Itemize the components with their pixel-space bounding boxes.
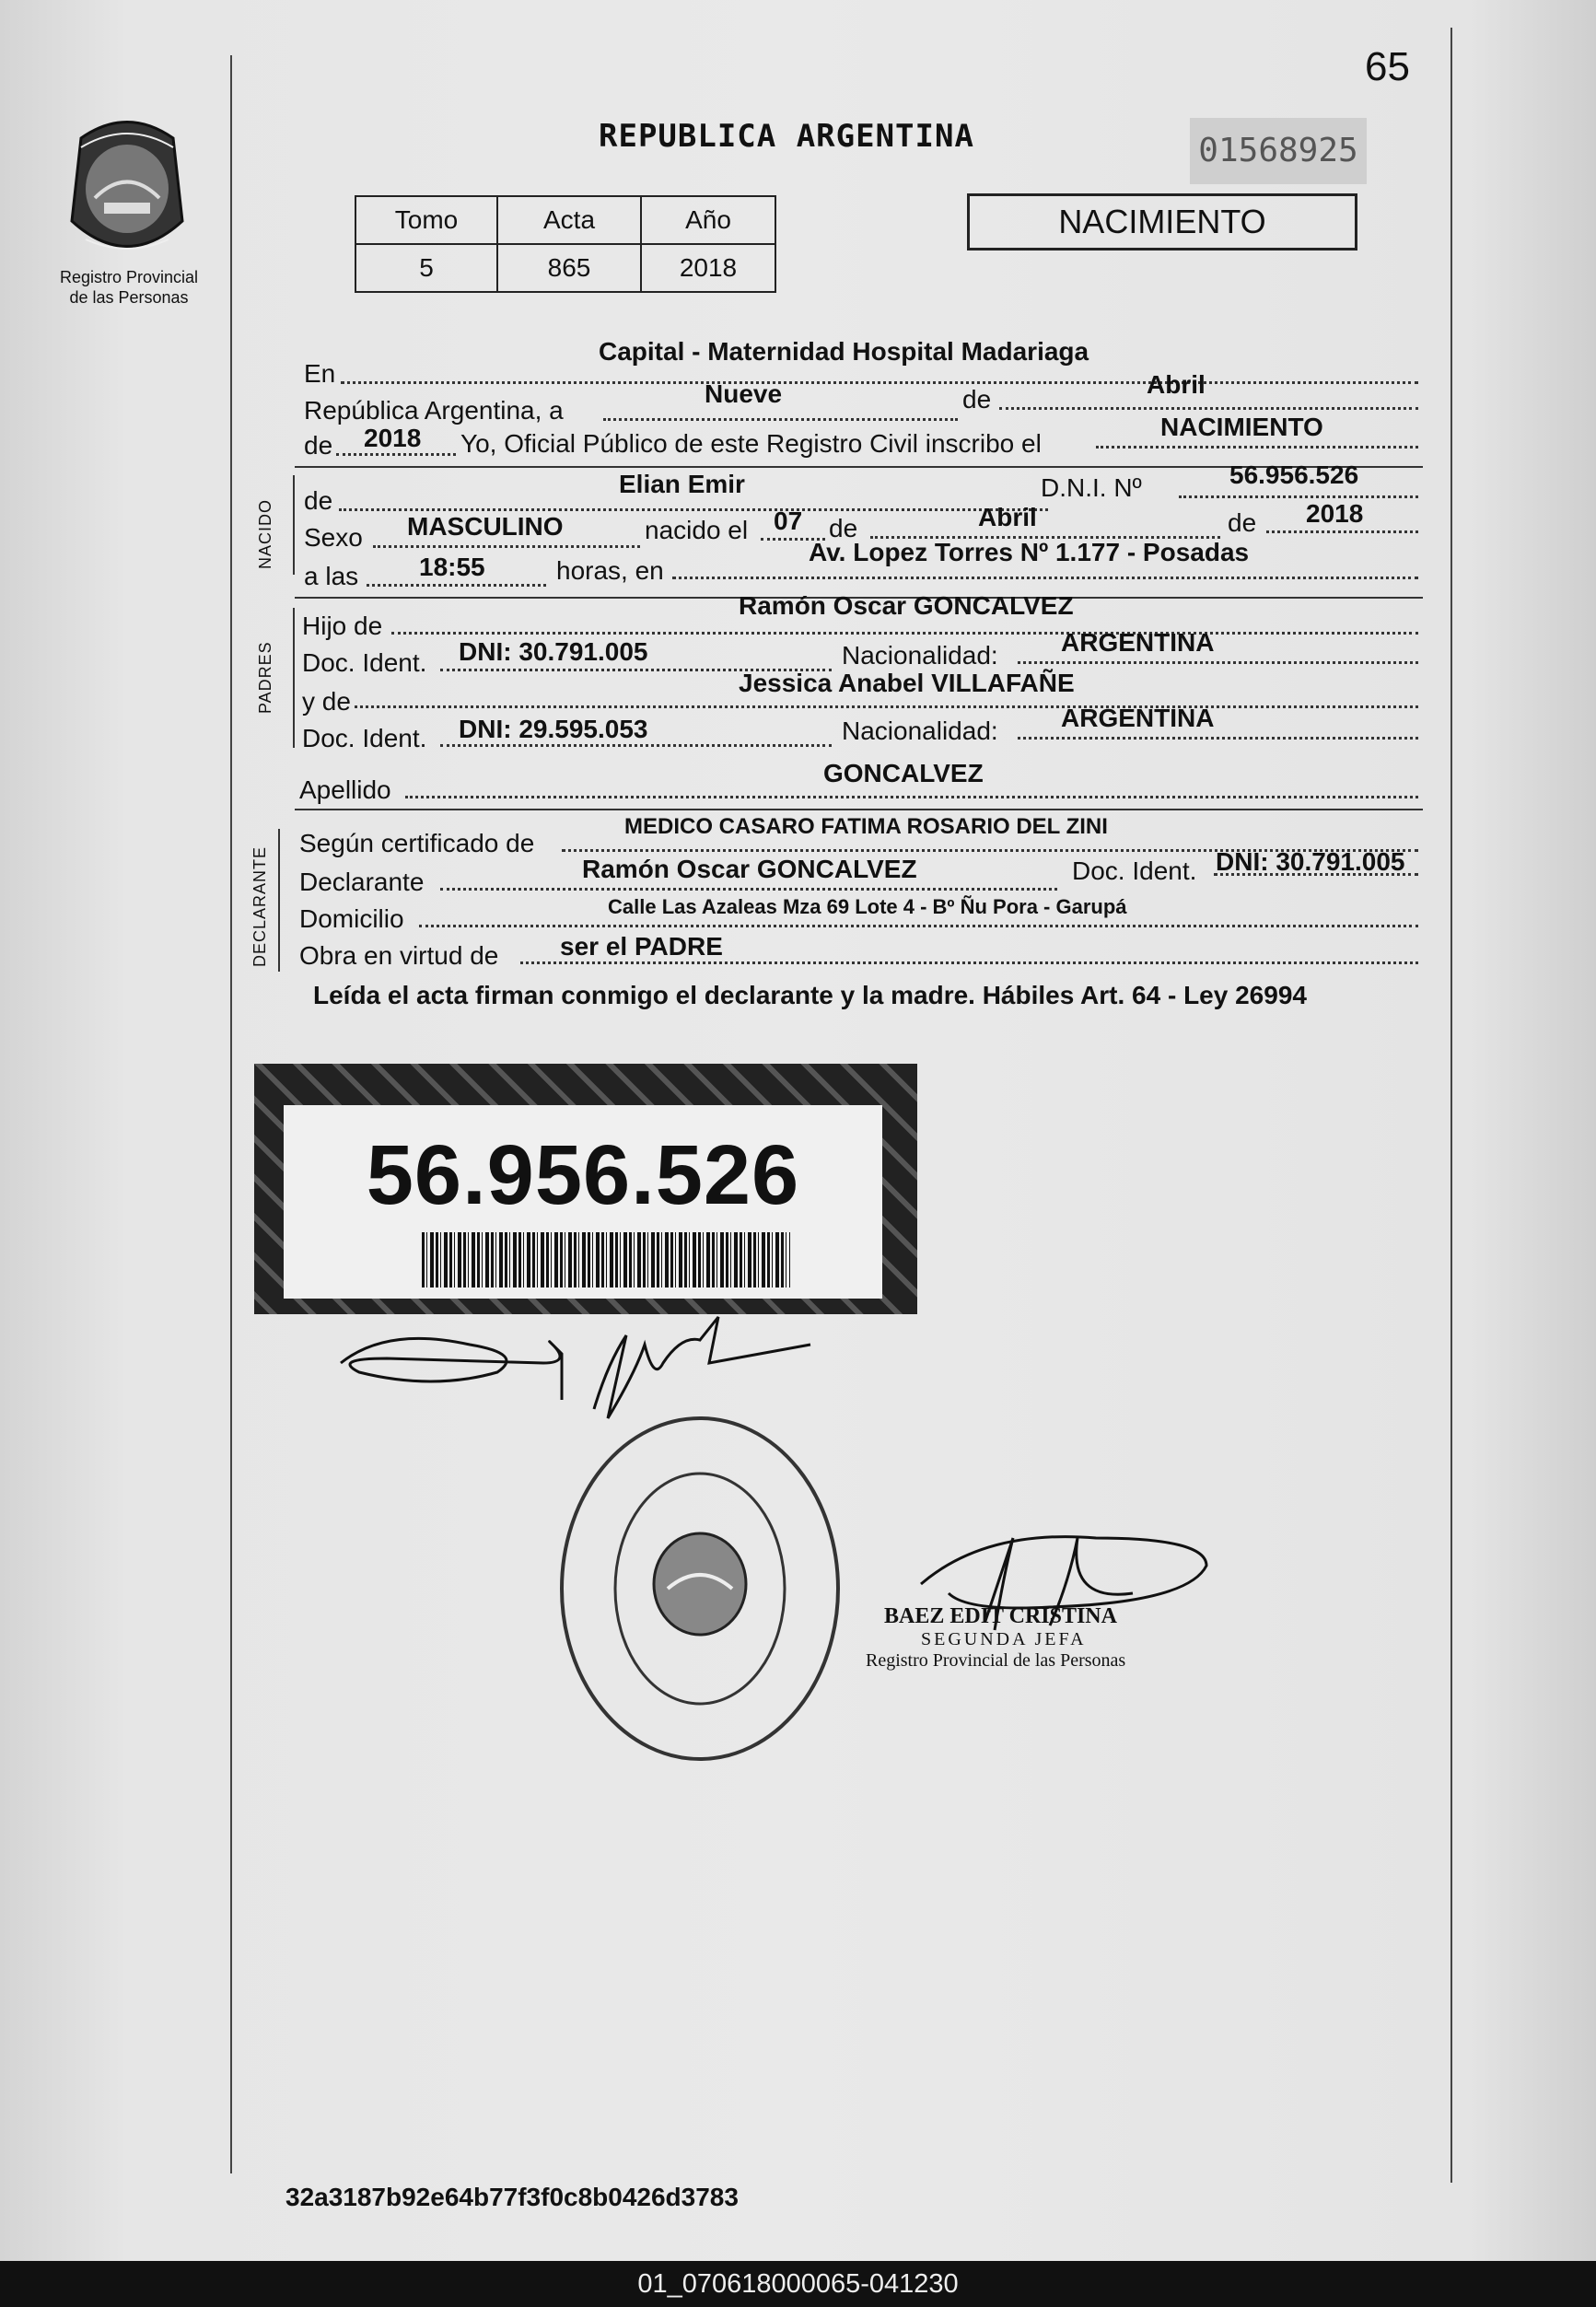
alas-label: a las [304, 562, 359, 590]
y-de-label: y de [302, 687, 351, 716]
record-type-box: NACIMIENTO [967, 193, 1357, 251]
dotted-line [1179, 495, 1418, 498]
nacionalidad-label: Nacionalidad: [842, 717, 998, 745]
official-role: SEGUNDA JEFA [921, 1629, 1087, 1649]
mother-doc: DNI: 29.595.053 [459, 715, 648, 743]
dotted-line [355, 705, 1418, 708]
sexo-value: MASCULINO [407, 512, 564, 541]
right-margin-line [1450, 28, 1452, 2183]
closing-note: Leída el acta firman conmigo el declarante y la madre. Hábiles Art. 64 - Ley 26994 [313, 981, 1307, 1009]
dotted-line [373, 545, 640, 548]
dni-sticker-number: 56.956.526 [366, 1128, 800, 1222]
birth-address: Av. Lopez Torres Nº 1.177 - Posadas [809, 538, 1250, 566]
republica-label: República Argentina, a [304, 396, 564, 425]
apellido-label: Apellido [299, 775, 391, 804]
dotted-line [339, 508, 1048, 511]
father-nationality: ARGENTINA [1061, 628, 1215, 657]
declarant-doc: DNI: 30.791.005 [1216, 847, 1405, 876]
dotted-line [672, 577, 1418, 579]
de-label: de [829, 514, 858, 542]
record-table-values [355, 244, 775, 292]
header-ano: Año [641, 196, 775, 244]
left-margin-line [230, 55, 232, 2173]
obra-label: Obra en virtud de [299, 941, 499, 970]
domicile-value: Calle Las Azaleas Mza 69 Lote 4 - Bº Ñu Pora - Garupá [608, 895, 1127, 918]
birth-year: 2018 [1306, 499, 1364, 528]
official-office: Registro Provincial de las Personas [866, 1650, 1126, 1671]
dotted-line [336, 453, 456, 456]
domicilio-label: Domicilio [299, 904, 404, 933]
dotted-line [440, 888, 1057, 891]
value-tomo: 5 [355, 244, 497, 292]
de-label: de [962, 385, 992, 414]
page-number: 65 [1365, 44, 1410, 89]
mother-name: Jessica Anabel VILLAFAÑE [739, 669, 1075, 697]
dotted-line [367, 584, 546, 587]
de2-label: de [304, 431, 333, 460]
month-value: Abril [1147, 370, 1206, 399]
hijo-label: Hijo de [302, 612, 383, 640]
nacionalidad-label: Nacionalidad: [842, 641, 998, 670]
dotted-line [405, 796, 1418, 798]
dni-sticker-inner [284, 1105, 882, 1299]
nacido-section-label: NACIDO [256, 498, 274, 569]
en-label: En [304, 359, 336, 388]
event-value: NACIMIENTO [1160, 413, 1323, 441]
father-doc: DNI: 30.791.005 [459, 637, 648, 666]
declarante-section-label: DECLARANTE [250, 845, 269, 967]
dni-sticker [254, 1064, 917, 1314]
cert-label: Según certificado de [299, 829, 535, 857]
nacido-de-label: de [304, 486, 333, 515]
child-dni: 56.956.526 [1229, 460, 1359, 489]
day-value: Nueve [705, 379, 783, 408]
dotted-line [999, 407, 1418, 410]
dotted-line [603, 418, 958, 421]
de-label: de [1228, 508, 1257, 537]
doc-ident-label: Doc. Ident. [1072, 856, 1197, 885]
header-acta: Acta [497, 196, 641, 244]
declarante-label: Declarante [299, 868, 425, 896]
statement-text: Yo, Oficial Público de este Registro Civil inscribo el [460, 429, 1042, 458]
logo-caption-line1: Registro Provincial [59, 268, 199, 286]
year-value: 2018 [364, 424, 422, 452]
document-hash: 32a3187b92e64b77f3f0c8b0426d3783 [285, 2183, 739, 2211]
official-name: BAEZ EDIT CRISTINA [884, 1604, 1117, 1628]
logo-caption-line2: de las Personas [69, 288, 189, 307]
official-stamp-caption [866, 1604, 1197, 1672]
record-table-header [355, 196, 775, 244]
place-value: Capital - Maternidad Hospital Madariaga [599, 337, 1089, 366]
section-divider [295, 809, 1423, 810]
doc-ident-label: Doc. Ident. [302, 648, 427, 677]
birth-time: 18:55 [419, 553, 485, 581]
value-acta: 865 [497, 244, 641, 292]
padres-section-label: PADRES [256, 641, 274, 714]
father-name: Ramón Oscar GONCALVEZ [739, 591, 1074, 620]
apellido-value: GONCALVEZ [823, 759, 984, 787]
document-title: REPUBLICA ARGENTINA [599, 118, 974, 155]
province-seal-logo [53, 111, 201, 267]
dotted-line [1096, 446, 1418, 449]
serial-number: 01568925 [1190, 118, 1367, 184]
certificate-value: MEDICO CASARO FATIMA ROSARIO DEL ZINI [624, 814, 1108, 839]
dotted-line [419, 925, 1418, 927]
mother-nationality: ARGENTINA [1061, 704, 1215, 732]
obra-value: ser el PADRE [560, 932, 723, 961]
header-tomo: Tomo [355, 196, 497, 244]
doc-ident-label: Doc. Ident. [302, 724, 427, 752]
record-table [355, 195, 776, 293]
nacido-el-label: nacido el [645, 516, 749, 544]
dotted-line [1018, 737, 1418, 740]
child-name: Elian Emir [619, 470, 745, 498]
dotted-line [1214, 873, 1418, 876]
section-bar [278, 829, 280, 972]
footer-id: 01_070618000065-041230 [0, 2261, 1596, 2307]
sexo-label: Sexo [304, 523, 363, 552]
section-bar [293, 475, 295, 575]
horas-label: horas, en [556, 556, 664, 585]
barcode [422, 1232, 790, 1287]
official-round-stamp [553, 1409, 847, 1773]
logo-caption [37, 267, 221, 308]
birth-month: Abril [978, 503, 1037, 531]
declarant-name: Ramón Oscar GONCALVEZ [582, 855, 917, 883]
birth-day: 07 [774, 507, 803, 535]
dotted-line [440, 744, 832, 747]
dotted-line [391, 632, 1418, 635]
value-ano: 2018 [641, 244, 775, 292]
dotted-line [1018, 661, 1418, 664]
dotted-line [1266, 530, 1418, 533]
dni-label: D.N.I. Nº [1041, 473, 1142, 502]
section-bar [293, 608, 295, 748]
dotted-line [341, 381, 1418, 384]
dotted-line [520, 961, 1418, 964]
